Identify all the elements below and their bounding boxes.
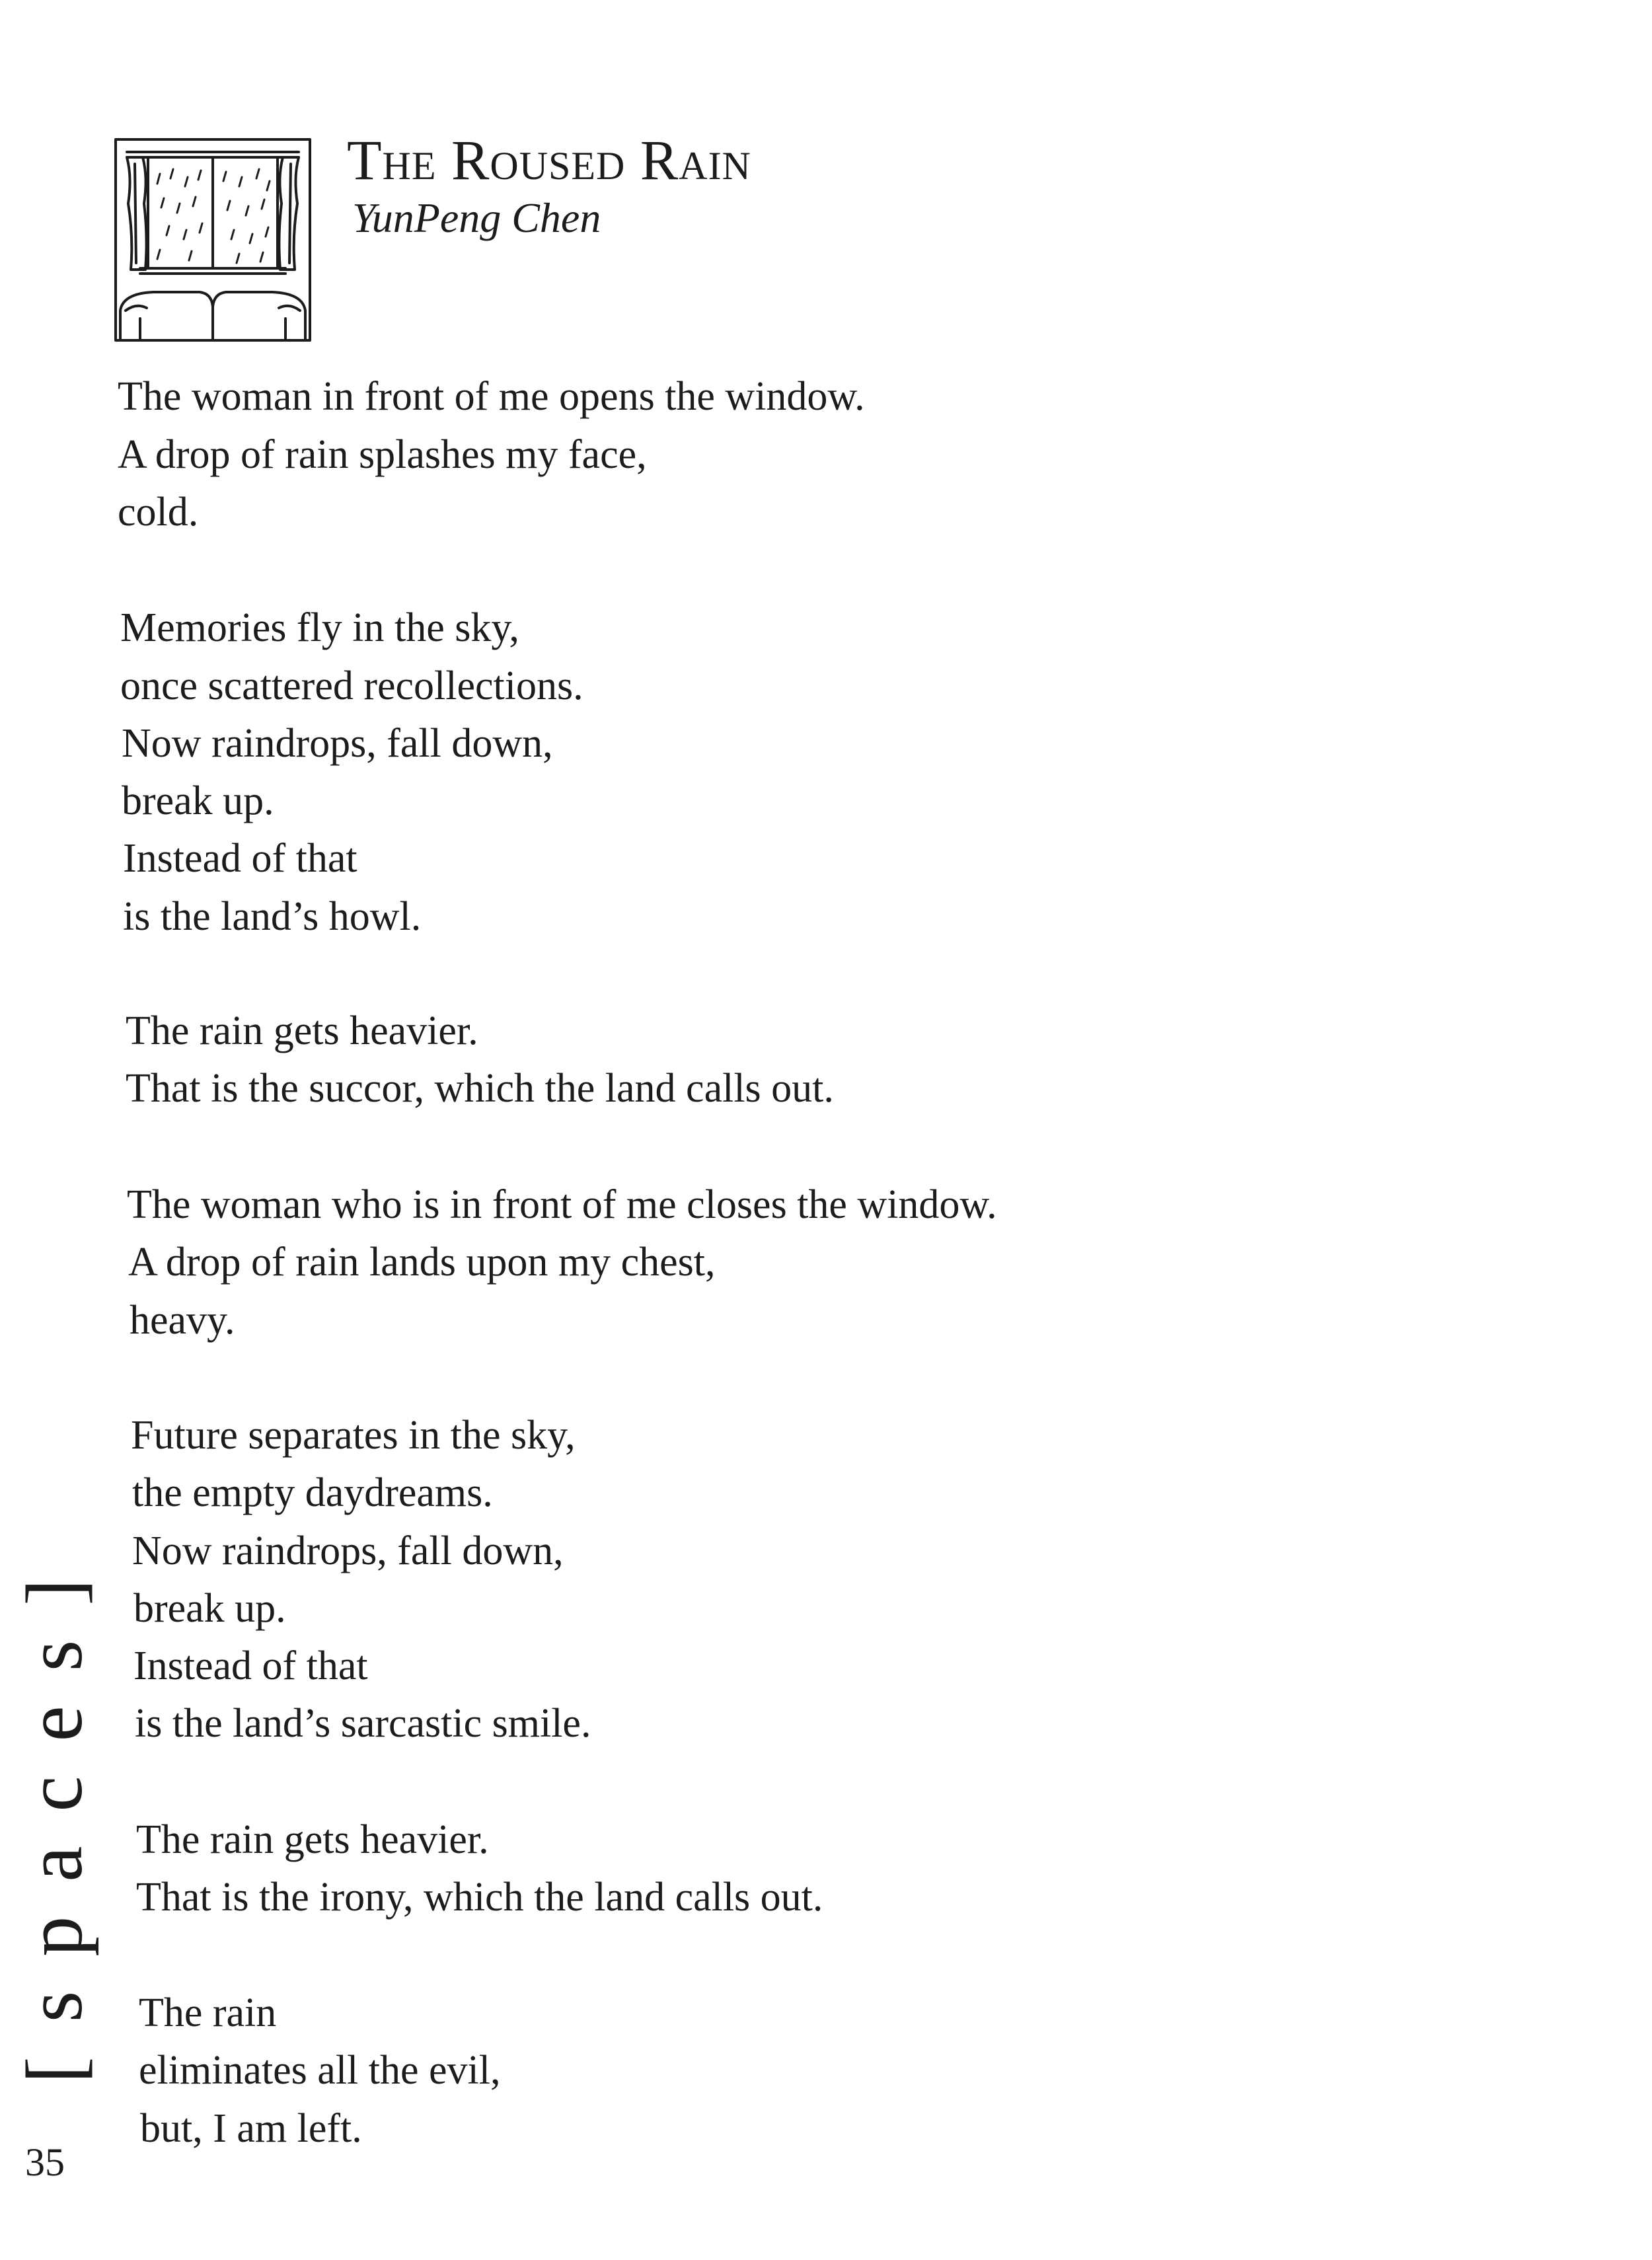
- page-number: 35: [25, 2140, 65, 2184]
- poem-line: eliminates all the evil,: [139, 2048, 501, 2093]
- poem-line: The rain gets heavier.: [136, 1817, 489, 1862]
- magazine-side-label-text: [spaces]: [10, 1544, 99, 2084]
- poem-line: The rain gets heavier.: [126, 1008, 478, 1053]
- poem-line: is the land’s sarcastic smile.: [135, 1701, 591, 1746]
- poem-line: Now raindrops, fall down,: [132, 1528, 564, 1573]
- poem-line: That is the irony, which the land calls out.: [136, 1875, 823, 1920]
- poem-line: break up.: [133, 1586, 286, 1631]
- poem-line: Instead of that: [123, 836, 357, 881]
- poem-line: Future separates in the sky,: [131, 1413, 576, 1458]
- poem-line: A drop of rain lands upon my chest,: [128, 1240, 716, 1285]
- poem-line: Instead of that: [133, 1643, 368, 1688]
- poem-line: That is the succor, which the land calls out.: [126, 1066, 834, 1111]
- poem-line: The rain: [139, 1990, 277, 2035]
- poem-line: is the land’s howl.: [123, 894, 422, 939]
- poem-title: The Roused Rain: [347, 128, 751, 192]
- poem-line: break up.: [122, 778, 274, 823]
- poem-line: Memories fly in the sky,: [120, 605, 519, 650]
- magazine-side-label: [10, 1543, 99, 2085]
- poem-line: but, I am left.: [140, 2106, 362, 2151]
- rainy-window-icon: [114, 137, 312, 342]
- poem-line: heavy.: [130, 1298, 235, 1343]
- poem-line: The woman who is in front of me closes the window.: [127, 1182, 997, 1227]
- poem-line: The woman in front of me opens the window.: [118, 374, 865, 419]
- poem-line: the empty daydreams.: [132, 1470, 493, 1515]
- poem-line: cold.: [118, 490, 199, 535]
- poem-line: once scattered recollections.: [120, 663, 583, 708]
- poem-author: YunPeng Chen: [352, 194, 601, 241]
- poem-line: Now raindrops, fall down,: [122, 721, 553, 766]
- poem-line: A drop of rain splashes my face,: [118, 432, 647, 477]
